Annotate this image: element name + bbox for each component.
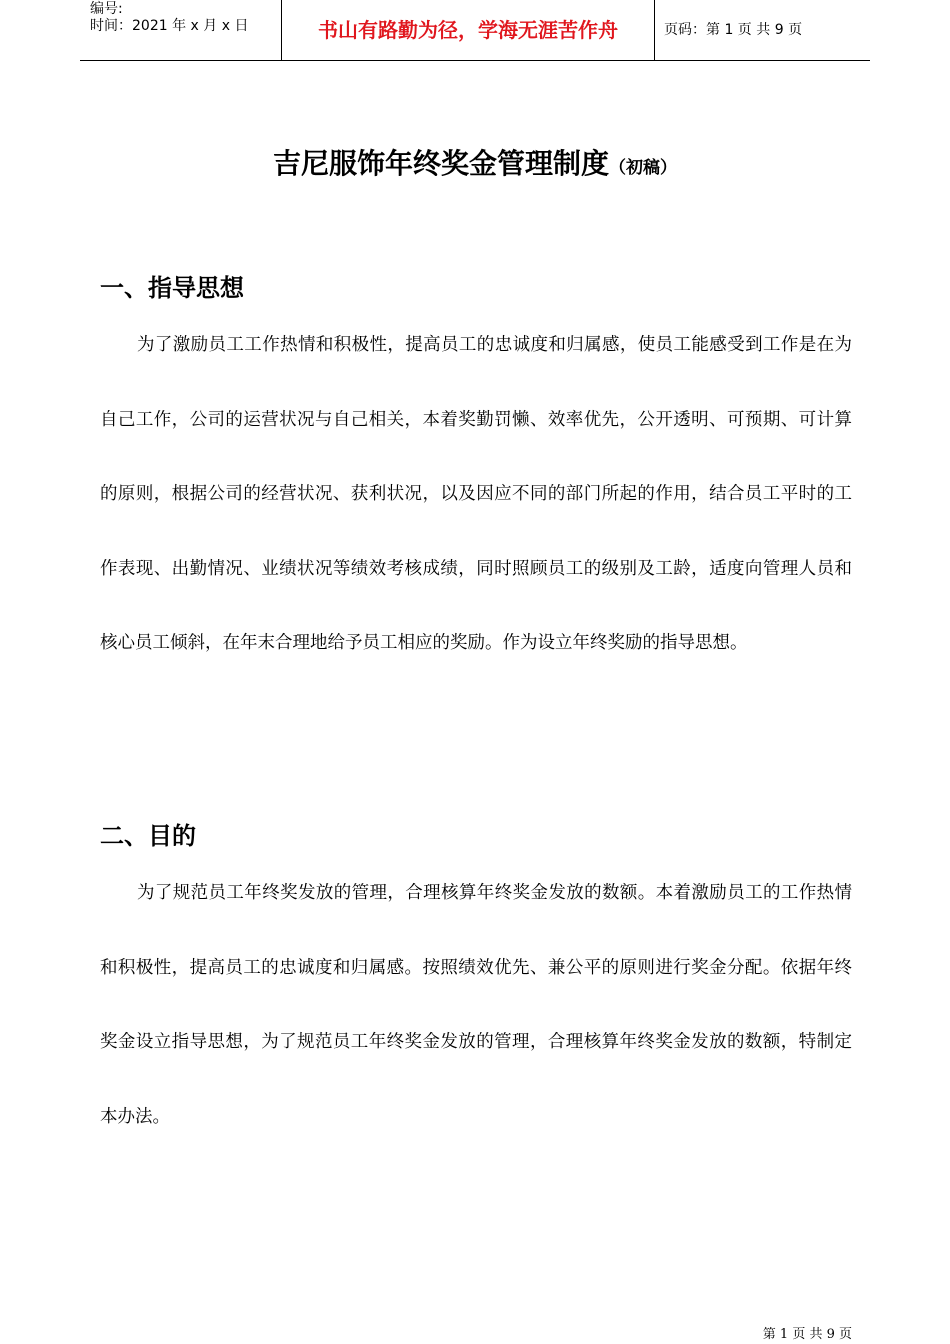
section-heading-guiding-ideology: 一、指导思想 <box>100 274 244 302</box>
document-number-label: 编号: <box>90 1 123 17</box>
document-title-main: 吉尼服饰年终奖金管理制度 <box>272 147 609 180</box>
document-title <box>0 142 950 182</box>
header-meta <box>80 0 280 60</box>
header-page-number: 页码：第 1 页 共 9 页 <box>664 22 803 38</box>
document-title-suffix: （初稿） <box>609 158 677 178</box>
section-paragraph-purpose: 为了规范员工年终奖发放的管理，合理核算年终奖金发放的数额。本着激励员工的工作热情和积极性，提高员工的忠诚度和归属感。按照绩效优先、兼公平的原则进行奖金分配。依据年终奖金设立指导思想，为了规范员工年终奖金发放的管理，合理核算年终奖金发放的数额，特制定本办法。 <box>100 883 852 1127</box>
section-paragraph-guiding-ideology: 为了激励员工工作热情和积极性，提高员工的忠诚度和归属感，使员工能感受到工作是在为自己工作，公司的运营状况与自己相关，本着奖勤罚懒、效率优先，公开透明、可预期、可计算的原则，根据公司的经营状况、获利状况，以及因应不同的部门所起的作用，结合员工平时的工作表现、出勤情况、业绩状况等绩效考核成绩，同时照顾员工的级别及工龄，适度向管理人员和核心员工倾斜，在年末合理地给予员工相应的奖励。作为设立年终奖励的指导思想。 <box>100 335 852 654</box>
page-footer: 第 1 页 共 9 页 <box>762 1327 852 1342</box>
header-motto: 书山有路勤为径，学海无涯苦作舟 <box>281 0 655 60</box>
document-date: 时间：2021 年 x 月 x 日 <box>90 18 249 34</box>
page-header <box>80 0 870 61</box>
section-heading-purpose: 二、目的 <box>100 822 196 850</box>
